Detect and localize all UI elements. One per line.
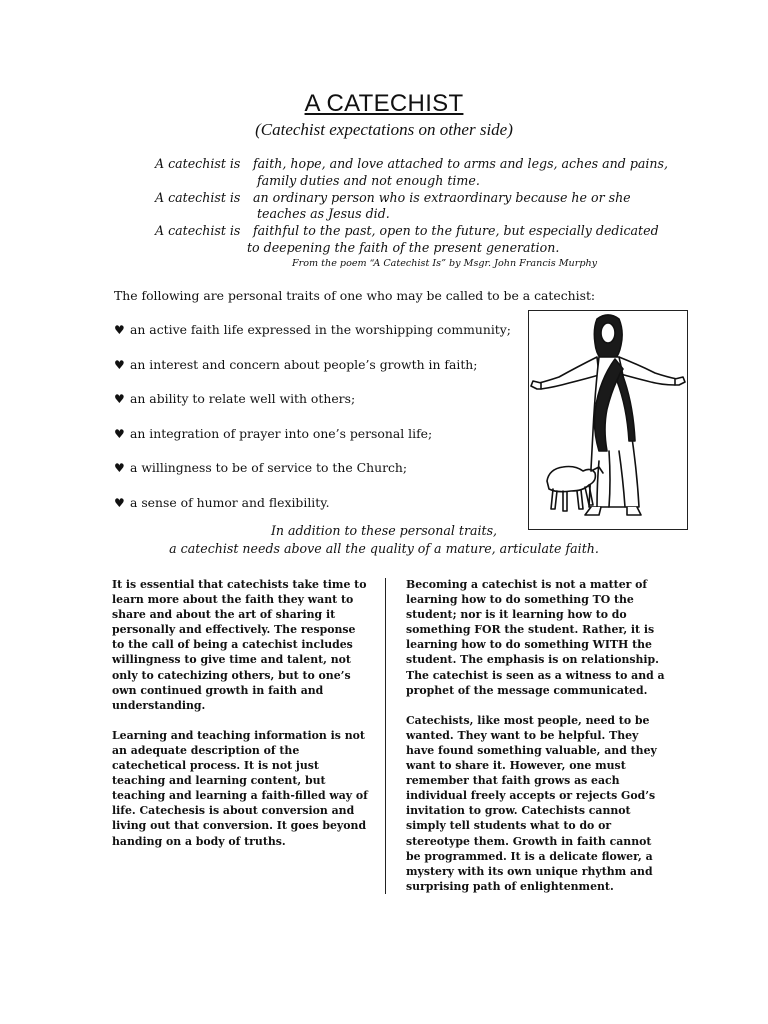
heart-icon: ♥ bbox=[114, 323, 125, 337]
paragraph: Catechists, like most people, need to be wanted. They want to be helpful. They have found something valuable, and they want to share it. However, one must remember that faith grows as each individual freely accepts or rejects God’s invitation to grow. Catechists cannot simply tell students what to do or stereotype them. Growth in faith cannot be programmed. It is a delicate flower, a mystery with its own unique rhythm and surprising path of enlightenment. bbox=[406, 713, 657, 893]
traits-list bbox=[114, 322, 511, 529]
trait-text: a willingness to be of service to the Church; bbox=[130, 460, 408, 475]
trait-text: an interest and concern about people’s growth in faith; bbox=[130, 356, 478, 372]
jesus-with-lamb-illustration bbox=[528, 310, 688, 530]
paragraph: Becoming a catechist is not a matter of learning how to do something TO the student; nor is it learning how to do something FOR the student. Rather, it is learning how to do something WITH the student. The emphasis is on relationship. The catechist is seen as a witness to and a prophet of the message communicated. bbox=[406, 578, 665, 697]
page-subtitle: (Catechist expectations on other side) bbox=[255, 120, 513, 139]
poem-lead: A catechist is bbox=[155, 156, 241, 171]
poem-text: faith, hope, and love attached to arms and legs, aches and pains, bbox=[253, 156, 669, 171]
traits-heading: The following are personal traits of one who may be called to be a catechist: bbox=[114, 288, 596, 303]
poem-lead: A catechist is bbox=[155, 223, 241, 239]
trait-item bbox=[114, 426, 511, 461]
right-column bbox=[406, 577, 668, 909]
poem bbox=[155, 156, 675, 257]
trait-item bbox=[114, 391, 511, 426]
poem-text: an ordinary person who is extraordinary because he or she bbox=[253, 189, 631, 205]
column-divider bbox=[385, 578, 386, 894]
heart-icon: ♥ bbox=[114, 495, 125, 510]
paragraph: Learning and teaching information is not an adequate description of the catechetical process. It is not just teaching and learning content, but teaching and learning a faith-filled way of life. Catechesis is about conversion and living out that conversion. It goes beyond handing on a body of truths. bbox=[112, 728, 368, 848]
addition-line-1: In addition to these personal traits, bbox=[270, 523, 498, 538]
poem-line bbox=[155, 223, 675, 240]
trait-item bbox=[114, 322, 511, 357]
left-column bbox=[112, 577, 370, 864]
illustration-svg bbox=[529, 311, 687, 529]
trait-text: a sense of humor and flexibility. bbox=[130, 494, 330, 510]
heart-icon: ♥ bbox=[114, 392, 125, 406]
poem-continuation: to deepening the faith of the present generation. bbox=[247, 239, 560, 255]
poem-text: faithful to the past, open to the future, but especially dedicated bbox=[253, 223, 659, 239]
paragraph: It is essential that catechists take time to learn more about the faith they want to share and about the art of sharing it personally and effectively. The response to the call of being a catechist includes willingness to give time and talent, not only to catechizing others, but to one’s own continued growth in faith and understanding. bbox=[112, 578, 367, 712]
trait-text: an ability to relate well with others; bbox=[130, 391, 356, 406]
addition-note bbox=[0, 522, 768, 558]
trait-text: an active faith life expressed in the worshipping community; bbox=[130, 322, 511, 337]
trait-item bbox=[114, 357, 511, 392]
heart-icon: ♥ bbox=[114, 426, 125, 441]
poem-line bbox=[155, 156, 675, 173]
addition-line-2: a catechist needs above all the quality of a mature, articulate faith. bbox=[169, 541, 599, 556]
poem-continuation: family duties and not enough time. bbox=[257, 172, 480, 188]
page-title: A CATECHIST bbox=[304, 90, 464, 117]
trait-text: an integration of prayer into one’s personal life; bbox=[130, 425, 433, 441]
poem-continuation: teaches as Jesus did. bbox=[257, 206, 390, 222]
heart-icon: ♥ bbox=[114, 357, 125, 372]
trait-item bbox=[114, 460, 511, 495]
heart-icon: ♥ bbox=[114, 461, 125, 475]
poem-credit: From the poem “A Catechist Is” by Msgr. John Francis Murphy bbox=[292, 258, 598, 269]
poem-line bbox=[155, 190, 675, 207]
poem-lead: A catechist is bbox=[155, 189, 241, 205]
